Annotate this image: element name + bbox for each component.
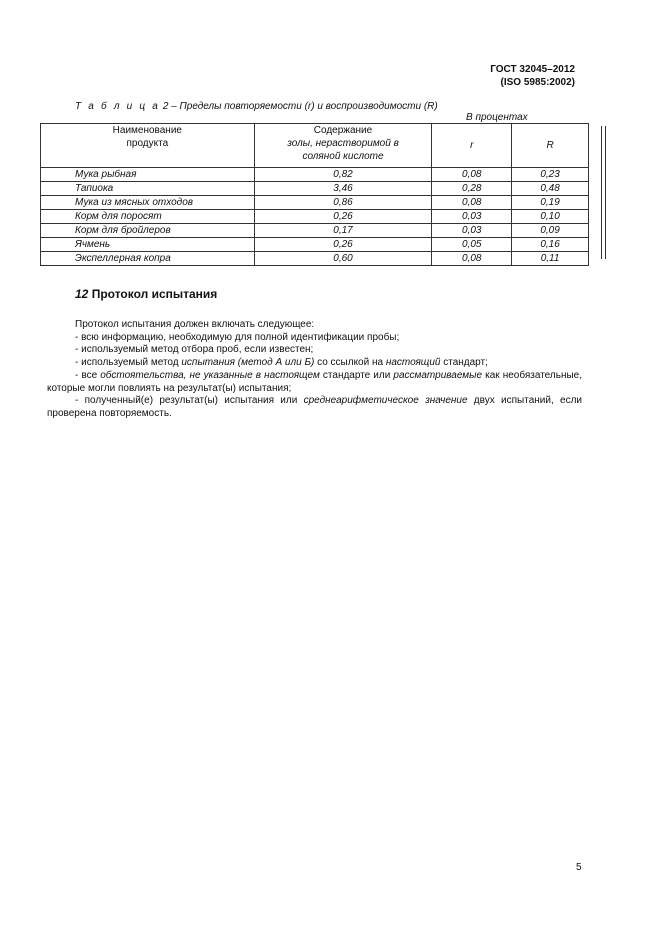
table-row: [41, 224, 589, 238]
header-ash-line1: Содержание: [313, 125, 373, 136]
table-row: [41, 182, 589, 196]
document-header: [490, 63, 575, 89]
list-item: - используемый метод испытания (метод А или Б) со ссылкой на настоящий стандарт;: [75, 357, 488, 369]
table-row: [41, 210, 589, 224]
header-ash-line2: золы, нерастворимой в: [287, 138, 399, 149]
R-cell: 0,23: [512, 168, 589, 182]
section-number: 12: [75, 287, 89, 301]
ash-cell: 0,26: [254, 238, 432, 252]
table-caption-prefix: Т а б л и ц а: [75, 101, 161, 112]
R-cell: 0,16: [512, 238, 589, 252]
R-cell: 0,19: [512, 196, 589, 210]
list-item: - все обстоятельства, не указанные в настоящем стандарте или рассматриваемые как необязательные, которые могли повлиять на результат(ы) испытания;: [47, 369, 583, 394]
header-ash-content: [254, 124, 432, 168]
header-product-line2: продукта: [126, 138, 169, 149]
header-R: R: [512, 124, 589, 168]
section-heading: [75, 287, 217, 301]
table-row: [41, 238, 589, 252]
product-cell: Экспеллерная копра: [41, 252, 255, 266]
margin-line: [605, 126, 606, 259]
R-cell: 0,48: [512, 182, 589, 196]
header-r: r: [432, 124, 512, 168]
R-cell: 0,11: [512, 252, 589, 266]
table-caption: [75, 101, 438, 112]
body-intro: Протокол испытания должен включать следующее:: [75, 319, 315, 330]
table-units: В процентах: [466, 112, 528, 123]
product-cell: Мука из мясных отходов: [41, 196, 255, 210]
ash-cell: 0,82: [254, 168, 432, 182]
ash-cell: 0,26: [254, 210, 432, 224]
r-cell: 0,28: [432, 182, 512, 196]
table-caption-text: 2 – Пределы повторяемости (r) и воспроизводимости (R): [162, 101, 438, 112]
r-cell: 0,03: [432, 224, 512, 238]
section-title: Протокол испытания: [91, 287, 218, 301]
page-number: 5: [576, 862, 582, 873]
header-ash-line3: соляной кислоте: [302, 151, 384, 162]
header-product-line1: Наименование: [112, 125, 182, 136]
product-cell: Тапиока: [41, 182, 255, 196]
ash-cell: 0,60: [254, 252, 432, 266]
r-cell: 0,08: [432, 252, 512, 266]
margin-line: [601, 126, 602, 259]
list-item: - используемый метод отбора проб, если известен;: [75, 344, 314, 356]
standard-number: ГОСТ 32045–2012: [490, 64, 575, 75]
list-item: - полученный(е) результат(ы) испытания или среднеарифметическое значение двух испытаний, если проверена повторяемость.: [47, 395, 582, 419]
header-product: [41, 124, 255, 168]
r-cell: 0,03: [432, 210, 512, 224]
product-cell: Мука рыбная: [41, 168, 255, 182]
table-row: [41, 252, 589, 266]
table-header-row: [41, 124, 589, 168]
ash-cell: 0,17: [254, 224, 432, 238]
iso-reference: (ISO 5985:2002): [500, 77, 575, 88]
r-cell: 0,05: [432, 238, 512, 252]
r-cell: 0,08: [432, 196, 512, 210]
product-cell: Корм для поросят: [41, 210, 255, 224]
product-cell: Корм для бройлеров: [41, 224, 255, 238]
R-cell: 0,10: [512, 210, 589, 224]
repeatability-table: [40, 123, 589, 266]
product-cell: Ячмень: [41, 238, 255, 252]
r-cell: 0,08: [432, 168, 512, 182]
section-body: [47, 319, 582, 421]
table-row: [41, 168, 589, 182]
R-cell: 0,09: [512, 224, 589, 238]
table-row: [41, 196, 589, 210]
list-item: - всю информацию, необходимую для полной идентификации пробы;: [75, 331, 400, 343]
ash-cell: 0,86: [254, 196, 432, 210]
ash-cell: 3,46: [254, 182, 432, 196]
